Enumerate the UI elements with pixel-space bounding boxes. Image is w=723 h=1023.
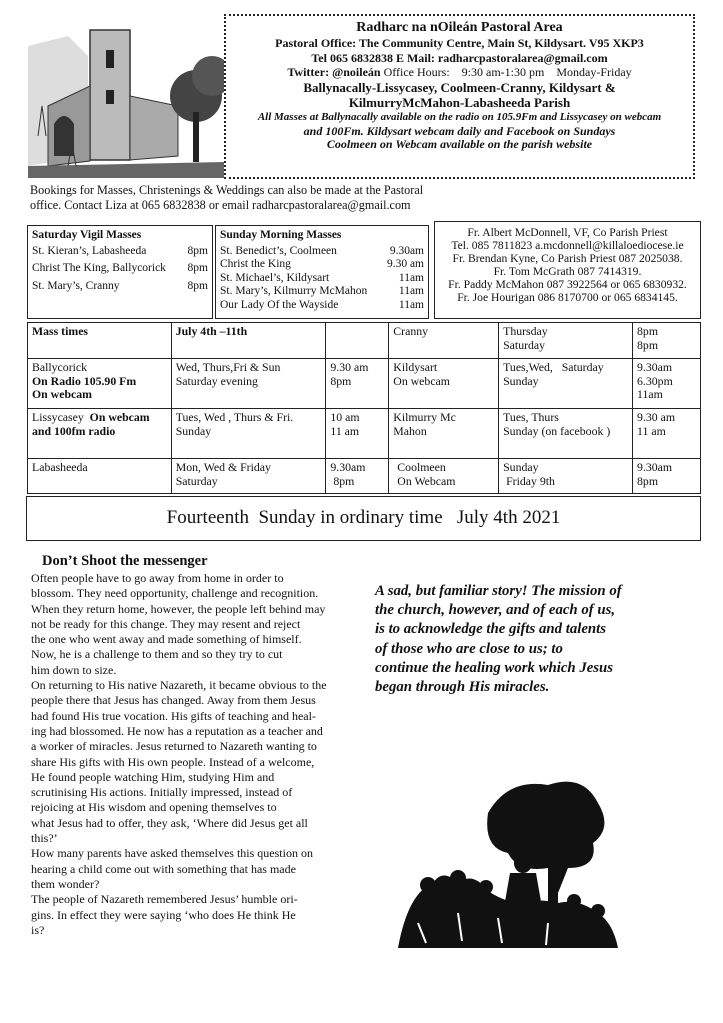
table-cell: [28, 323, 172, 359]
clergy-line: Fr. Joe Hourigan 086 8170700 or 065 6834145.: [457, 291, 678, 304]
clergy-line: Fr. Tom McGrath 087 7414319.: [493, 265, 642, 278]
table-days: Friday 9th: [503, 473, 555, 488]
table-days: Sunday: [175, 423, 212, 438]
saturday-row: [32, 280, 208, 294]
article-line: blossom. They need opportunity, challenge and recognition.: [31, 586, 319, 601]
mass-place: St. Mary’s, Cranny: [32, 279, 120, 292]
article-line: Now, he is a challenge to them and so they try to cut: [31, 647, 283, 662]
article-line: Often people have to go away from home in order to: [31, 571, 284, 585]
table-place: Lissycasey: [32, 410, 84, 424]
table-note: On Webcam: [397, 473, 456, 488]
mass-place: Our Lady Of the Wayside: [220, 298, 339, 311]
table-time: 10 am: [330, 410, 360, 424]
table-cell: [389, 409, 499, 459]
bookings-note: [30, 183, 480, 212]
table-cell: [326, 323, 389, 359]
mass-place: Christ the King: [220, 258, 291, 270]
table-time: 9.30 am: [330, 360, 369, 374]
jesus-teaching-illustration: [398, 773, 618, 953]
table-days: Saturday: [175, 473, 218, 488]
article-line: On returning to His native Nazareth, it became obvious to the: [31, 678, 327, 693]
mass-place: Christ The King, Ballycorick: [32, 262, 166, 274]
article-line: the one who went away and made something of himself.: [31, 632, 302, 647]
table-row: [28, 459, 701, 494]
contact-line: Tel 065 6832838 E Mail: radharcpastoralarea@gmail.com: [311, 50, 608, 65]
table-cell: [499, 323, 633, 359]
clergy-line: Fr. Albert McDonnell, VF, Co Parish Priest: [467, 226, 668, 239]
article-line: When they return home, however, the people left behind may: [31, 601, 326, 616]
saturday-title: Saturday Vigil Masses: [32, 229, 142, 241]
table-time: 8pm: [637, 324, 659, 338]
article-line: share His gifts with His own people. Instead of a welcome,: [31, 754, 315, 769]
office-address: Pastoral Office: The Community Centre, Main St, Kildysart. V95 XKP3: [275, 36, 644, 50]
quote-line: began through His miracles.: [375, 679, 550, 696]
article-title: Don’t Shoot the messenger: [42, 553, 208, 569]
mass-time: 11am: [398, 298, 424, 311]
table-place: Ballycorick: [32, 360, 88, 374]
article-line: scrutinising His actions. Initially impressed, instead of: [31, 785, 293, 800]
table-time: 9.30 am: [637, 410, 676, 424]
clergy-line: Tel. 085 7811823 a.mcdonnell@killaloediocese.ie: [451, 239, 684, 252]
article-line: ing had blossomed. He now has a reputation as a teacher and: [31, 723, 323, 738]
mass-time: 9.30am: [389, 244, 424, 257]
church-ruin-illustration: [28, 16, 224, 178]
table-time: 8pm: [637, 473, 659, 488]
clergy-line: Fr. Paddy McMahon 087 3922564 or 065 6830932.: [448, 278, 687, 291]
table-time: 8pm: [330, 473, 355, 488]
article-line: them wonder?: [31, 876, 100, 891]
radio-line-1: All Masses at Ballynacally available on the radio on 105.9Fm and Lissycasey on webcam: [257, 110, 662, 123]
bookings-line-1: Bookings for Masses, Christenings & Weddings can also be made at the Pastoral: [30, 183, 424, 197]
table-row: [28, 359, 701, 409]
saturday-row: [32, 262, 208, 276]
table-time: 8pm: [637, 337, 659, 352]
twitter-handle: Twitter: @noileán: [287, 65, 381, 80]
mass-time: 11am: [398, 285, 424, 297]
table-place: Mahon: [393, 423, 427, 438]
reflection-quote: [375, 582, 685, 697]
hours-label: Office Hours:: [383, 65, 450, 80]
table-note: On webcam: [32, 387, 92, 401]
mass-place: St. Mary’s, Kilmurry McMahon: [220, 285, 368, 297]
article-line: people there that Jesus has changed. Away from them Jesus: [31, 693, 316, 708]
sunday-title: Sunday Morning Masses: [220, 229, 342, 241]
sunday-row: [220, 285, 424, 299]
mass-time: 11am: [398, 271, 424, 284]
table-cell: [171, 459, 326, 494]
table-time: 9.30am: [637, 360, 673, 374]
table-cell: [326, 359, 389, 409]
table-cell: [171, 323, 326, 359]
article-line: How many parents have asked themselves this question on: [31, 846, 313, 861]
article-line: The people of Nazareth remembered Jesus’ humble ori-: [31, 892, 298, 907]
article-body: [31, 571, 365, 938]
table-cell: [28, 459, 172, 494]
table-days: Thursday: [503, 324, 548, 338]
table-days: Tues, Thurs: [503, 410, 559, 424]
sunday-banner: Fourteenth Sunday in ordinary time July 4th 2021: [26, 496, 701, 541]
table-place: Cranny: [393, 324, 429, 338]
saturday-vigil-box: [27, 225, 213, 319]
table-cell: [633, 323, 701, 359]
table-days: Wed, Thurs,Fri & Sun: [175, 360, 281, 374]
article-line: rejoicing at His wisdom and opening themselves to: [31, 800, 277, 815]
table-time: 11 am: [637, 423, 666, 438]
twitter-hours-line: [226, 65, 693, 80]
parish-line-2: KilmurryMcMahon-Labasheeda Parish: [348, 95, 571, 111]
article-line: had found His true vocation. His gifts of teaching and heal-: [31, 708, 316, 723]
table-days: Tues, Wed , Thurs & Fri.: [175, 410, 294, 424]
table-cell: [28, 409, 172, 459]
clergy-contacts-box: [434, 221, 701, 319]
table-place: Coolmeen: [397, 460, 446, 474]
article-line: He found people watching Him, studying Him and: [31, 769, 275, 784]
table-place: Kildysart: [393, 360, 438, 374]
bookings-line-2: office. Contact Liza at 065 6832838 or email radharcpastoralarea@gmail.com: [30, 197, 411, 212]
quote-line: the church, however, and of each of us,: [375, 602, 616, 619]
article-line: a worker of miracles. Jesus returned to Nazareth wanting to: [31, 739, 317, 754]
table-days: Sunday: [503, 460, 539, 474]
table-header-dates: July 4th –11th: [175, 324, 248, 338]
table-days: Tues,Wed, Saturday: [503, 360, 604, 374]
table-place: Kilmurry Mc: [393, 410, 456, 424]
table-time: 9.30am: [637, 460, 673, 474]
quote-line: A sad, but familiar story! The mission of: [375, 583, 622, 599]
table-cell: [499, 459, 633, 494]
table-time: 6.30pm: [637, 373, 673, 388]
mass-time: 9.30 am: [386, 258, 424, 270]
table-days: Saturday: [503, 337, 546, 352]
table-time: 11 am: [330, 423, 360, 438]
table-note: On Radio 105.90 Fm: [32, 373, 137, 388]
mass-times-table: [27, 322, 701, 494]
table-time: 11am: [637, 387, 663, 401]
article-line: him down to size.: [31, 662, 117, 677]
table-row: [28, 409, 701, 459]
table-cell: [633, 409, 701, 459]
mass-place: St. Michael’s, Kildysart: [220, 271, 330, 284]
sunday-morning-box: [215, 225, 429, 319]
table-cell: [171, 409, 326, 459]
mass-time: 8pm: [187, 279, 208, 292]
table-days: Sunday: [503, 373, 539, 388]
table-time: 9.30am: [330, 460, 366, 474]
mass-place: St. Benedict’s, Coolmeen: [220, 244, 337, 257]
table-days: Saturday evening: [175, 373, 258, 388]
pastoral-area-header: [224, 14, 695, 179]
radio-line-2: and 100Fm. Kildysart webcam daily and Facebook on Sundays: [303, 123, 616, 138]
article-line: hearing a child come out with something that has made: [31, 861, 296, 876]
table-cell: [389, 359, 499, 409]
table-place: Labasheeda: [32, 460, 88, 474]
office-days: Monday-Friday: [556, 65, 632, 80]
table-cell: [171, 359, 326, 409]
parish-line-1: Ballynacally-Lissycasey, Coolmeen-Cranny, Kildysart &: [303, 79, 616, 95]
clergy-line: Fr. Brendan Kyne, Co Parish Priest 087 2025038.: [452, 252, 683, 265]
table-row: [28, 323, 701, 359]
office-hours: 9:30 am-1:30 pm: [461, 65, 545, 80]
table-cell: [28, 359, 172, 409]
table-cell: [326, 409, 389, 459]
table-note: and 100fm radio: [32, 423, 116, 438]
mass-time: 8pm: [187, 244, 208, 257]
table-cell: [499, 409, 633, 459]
table-cell: [499, 359, 633, 409]
table-days: Sunday (on facebook ): [503, 423, 611, 438]
radio-line-3: Coolmeen on Webcam available on the parish website: [326, 137, 593, 152]
saturday-row: [32, 245, 208, 259]
table-time: 8pm: [330, 373, 352, 388]
quote-line: of those who are close to us; to: [375, 640, 563, 657]
article-line: this?’: [31, 831, 58, 846]
mass-place: St. Kieran’s, Labasheeda: [32, 244, 147, 257]
table-cell: [633, 359, 701, 409]
article-line: is?: [31, 922, 45, 937]
sunday-row: [220, 299, 424, 313]
table-header-label: Mass times: [32, 324, 89, 338]
table-cell: [326, 459, 389, 494]
sunday-row: [220, 258, 424, 272]
table-note: On webcam: [89, 410, 150, 424]
table-cell: [633, 459, 701, 494]
table-cell: [389, 323, 499, 359]
mass-time: 8pm: [187, 262, 208, 274]
quote-line: is to acknowledge the gifts and talents: [375, 621, 607, 638]
table-cell: [389, 459, 499, 494]
table-days: Mon, Wed & Friday: [175, 460, 271, 474]
article-line: what Jesus had to offer, they ask, ‘Where did Jesus get all: [31, 815, 308, 830]
quote-line: continue the healing work which Jesus: [375, 659, 614, 676]
article-line: not be ready for this change. They may resent and reject: [31, 616, 301, 631]
article-line: gins. In effect they were saying ‘who does He think He: [31, 907, 296, 922]
sunday-row: [220, 272, 424, 286]
area-title: Radharc na nOileán Pastoral Area: [356, 20, 563, 35]
sunday-row: [220, 245, 424, 259]
table-note: On webcam: [393, 373, 450, 388]
